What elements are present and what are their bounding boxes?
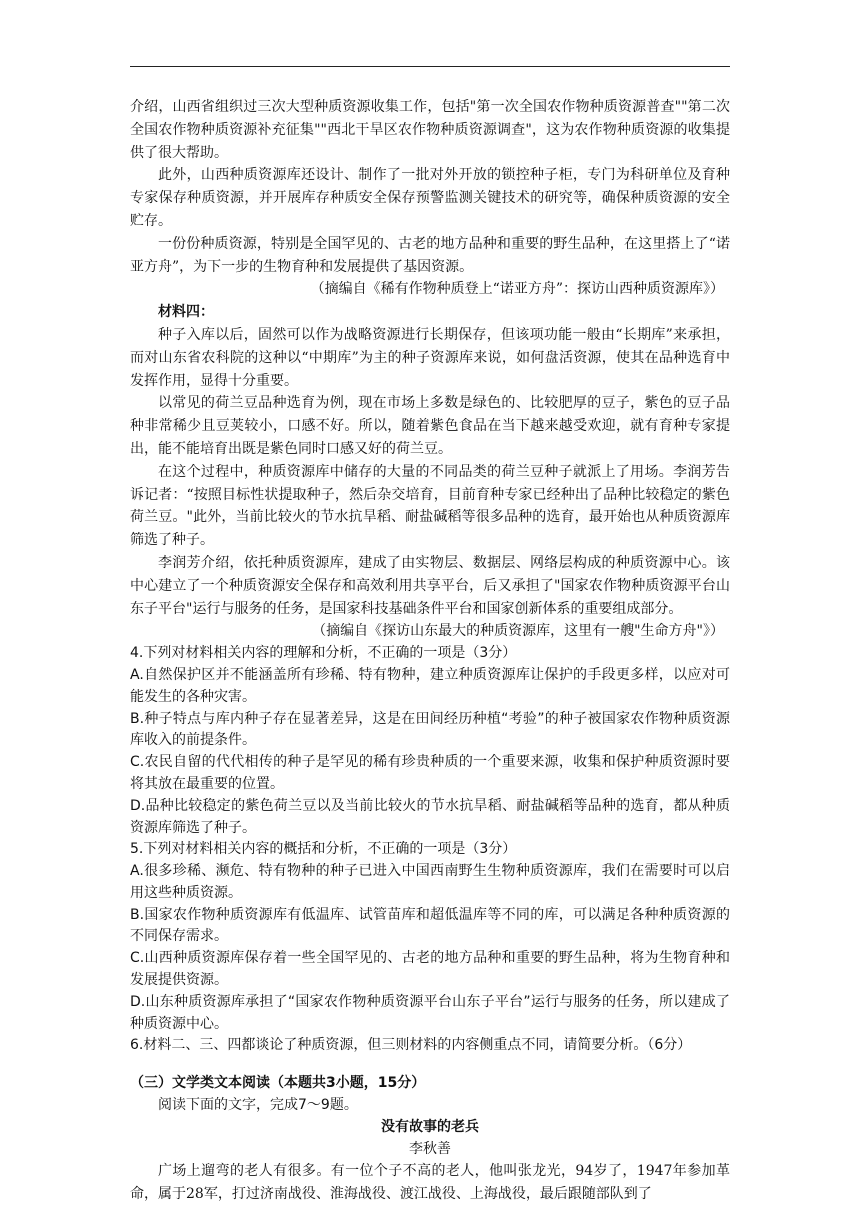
material-heading: 材料四： [158,304,214,321]
paragraph: 一份份种质资源，特别是全国罕见的、古老的地方品种和重要的野生品种，在这里搭上了“诺亚方舟”，为下一步的生物育种和发展提供了基因资源。 [130,235,730,275]
question-5 [130,839,730,1035]
question-stem: 6.材料二、三、四都谈论了种质资源，但三则材料的内容侧重点不同，请简要分析。（6分） [130,1037,692,1054]
section-heading: （三）文学类文本阅读（本题共3小题，15分） [130,1075,426,1092]
document-page [130,96,730,1206]
option-d: D.品种比较稳定的紫色荷兰豆以及当前比较火的节水抗旱稻、耐盐碱稻等品种的选育，都从种质资源库筛选了种子。 [130,797,730,836]
source-citation: （摘编自《稀有作物种质登上“诺亚方舟”：探访山西种质资源库》） [310,281,724,298]
option-c: C.农民自留的代代相传的种子是罕见的稀有珍贵种质的一个重要来源，收集和保护种质资源时要将其放在最重要的位置。 [130,754,730,792]
header-rule [130,66,730,67]
paragraph: 介绍，山西省组织过三次大型种质资源收集工作，包括"第一次全国农作物种质资源普查""第二次全国农作物种质资源补充征集""西北干旱区农作物种质资源调查"，这为农作物种质资源的收集提供了很大帮助。 [130,99,730,161]
option-b: B.国家农作物种质资源库有低温库、试管苗库和超低温库等不同的库，可以满足各种种质资源的不同保存需求。 [130,906,730,945]
source-citation: （摘编自《探访山东最大的种质资源库，这里有一艘"生命方舟"》） [312,623,724,640]
paragraph: 在这个过程中，种质资源库中储存的大量的不同品类的荷兰豆种子就派上了用场。李润芳告诉记者：“按照目标性状提取种子，然后杂交培育，目前育种专家已经种出了品种比较稳定的紫色荷兰豆。"此外，当前比较火的节水抗旱稻、耐盐碱稻等很多品种的选育，最开始也从种质资源库筛选了种子。 [130,463,730,549]
option-c: C.山西种质资源库保存着一些全国罕见的、古老的地方品种和重要的野生品种，将为生物育种和发展提供资源。 [130,950,730,989]
option-a: A.很多珍稀、濒危、特有物种的种子已进入中国西南野生生物种质资源库，我们在需要时可以启用这些种质资源。 [130,863,730,901]
story-title: 没有故事的老兵 [381,1118,479,1135]
question-6 [130,1035,730,1057]
section-3 [130,1073,730,1160]
paragraph: 以常见的荷兰豆品种选育为例，现在市场上多数是绿色的、比较肥厚的豆子，紫色的豆子品种非常稀少且豆荚较小，口感不好。所以，随着紫色食品在当下越来越受欢迎，就有育种专家提出，能不能培育出既是紫色同时口感又好的荷兰豆。 [130,395,730,457]
instruction: 阅读下面的文字，完成7～9题。 [158,1097,358,1114]
question-4 [130,643,730,839]
question-stem: 4.下列对材料相关内容的理解和分析，不正确的一项是（3分） [130,645,517,662]
option-d: D.山东种质资源库承担了“国家农作物种质资源平台山东子平台”运行与服务的任务，所以建成了种质资源中心。 [130,993,730,1032]
paragraph: 李润芳介绍，依托种质资源库，建成了由实物层、数据层、网络层构成的种质资源中心。该中心建立了一个种质资源安全保存和高效利用共享平台，后又承担了"国家农作物种质资源平台山东子平台"运行与服务的任务，是国家科技基础条件平台和国家创新体系的重要组成部分。 [130,554,730,617]
option-a: A.自然保护区并不能涵盖所有珍稀、特有物种，建立种质资源库让保护的手段更多样，以应对可能发生的各种灾害。 [130,666,730,705]
story-author: 李秋善 [409,1140,451,1157]
paragraph: 此外，山西种质资源库还设计、制作了一批对外开放的锁控种子柜，专门为科研单位及育种专家保存种质资源，并开展库存种质安全保存预警监测关键技术的研究等，确保种质资源的安全贮存。 [130,167,730,229]
paragraph: 种子入库以后，固然可以作为战略资源进行长期保存，但该项功能一般由“长期库”来承担，而对山东省农科院的这种以“中期库”为主的种子资源库来说，如何盘活资源，使其在品种选育中发挥作用，显得十分重要。 [130,326,730,389]
option-b: B.种子特点与库内种子存在显著差异，这是在田间经历种植“考验”的种子被国家农作物种质资源库收入的前提条件。 [130,710,730,749]
paragraph: 广场上遛弯的老人有很多。有一位个子不高的老人，他叫张龙光，94岁了，1947年参加革命，属于28军，打过济南战役、淮海战役、渡江战役、上海战役，最后跟随部队到了 [130,1163,730,1203]
question-stem: 5.下列对材料相关内容的概括和分析，不正确的一项是（3分） [130,841,517,858]
